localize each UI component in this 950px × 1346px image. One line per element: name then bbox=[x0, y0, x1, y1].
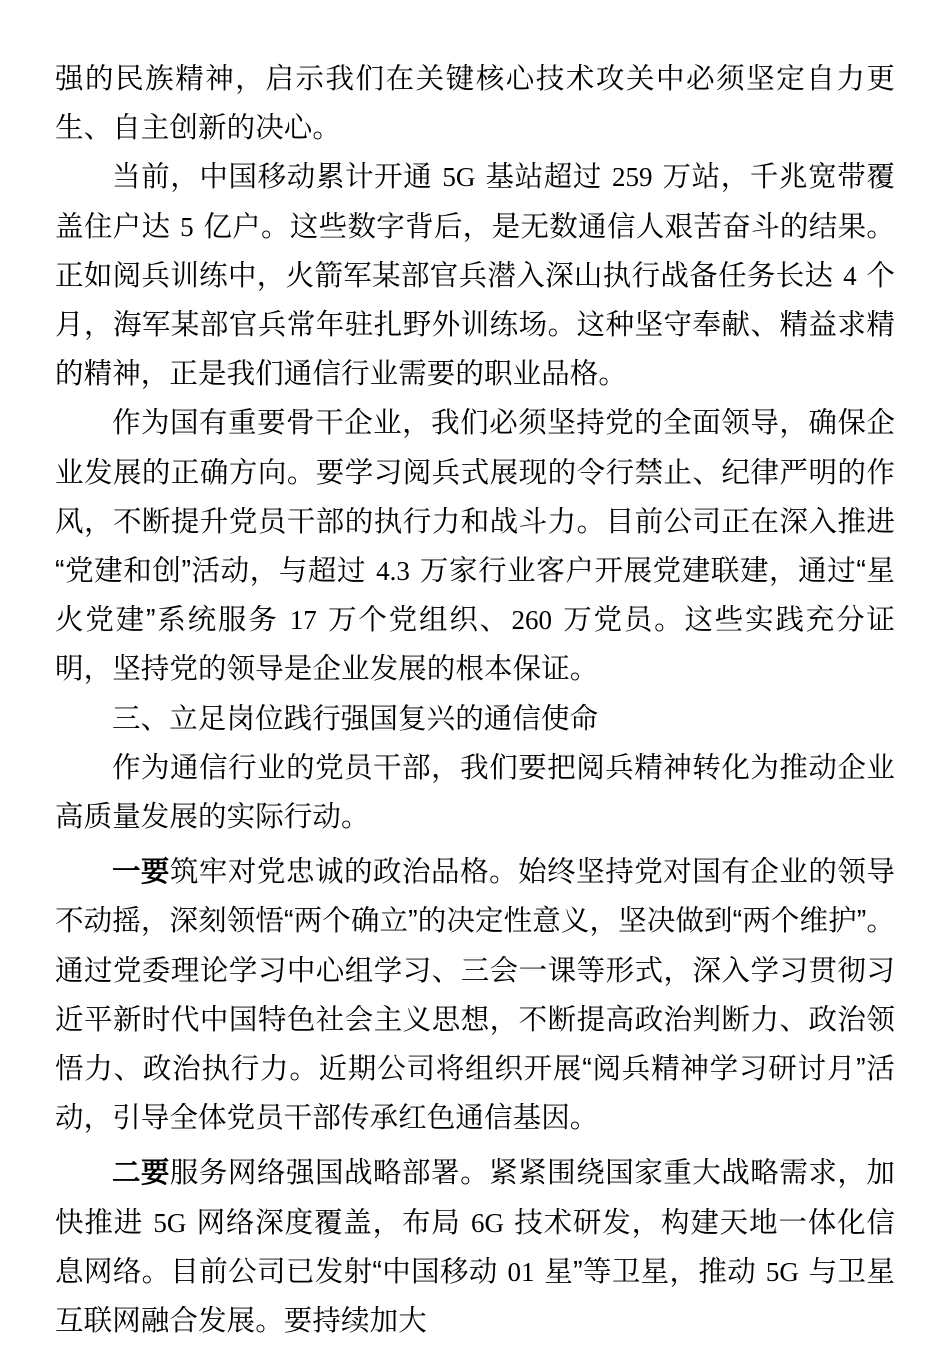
paragraph-text: 强的民族精神，启示我们在关键核心技术攻关中必须坚定自力更生、自主创新的决心。 bbox=[55, 63, 895, 145]
section-heading-three bbox=[55, 695, 895, 744]
metric-party-members: 260 bbox=[511, 605, 552, 636]
paragraph-party-leadership bbox=[55, 399, 895, 694]
paragraph-text: 筑牢对党忠诚的政治品格。始终坚持党对国有企业的领导不动摇，深刻领悟“两个确立”的决定性意义，坚决做到“两个维护”。通过党委理论学习中心组学习、三会一课等形式，深入学习贯彻习近平新时代中国特色社会主义思想，不断提高政治判断力、政治领悟力、政治执行力。近期公司将组织开展“阅兵精神学习研讨月”活动，引导全体党员干部传承红色通信基因。 bbox=[55, 856, 895, 1135]
paragraph-text: 作为通信行业的党员干部，我们要把阅兵精神转化为推动企业高质量发展的实际行动。 bbox=[55, 751, 895, 834]
satellite-designation: 01 bbox=[507, 1256, 535, 1287]
paragraph-text-c: 万站，千兆宽带覆盖住户达 bbox=[55, 161, 895, 243]
paragraph-text-b: 万家行业客户开展党建联建，通过“星火党建”系统服务 bbox=[55, 555, 896, 637]
metric-base-stations: 259 bbox=[611, 162, 653, 193]
metric-party-organizations: 17 bbox=[289, 605, 317, 636]
paragraph-text-d: 星”等卫星，推动 bbox=[535, 1255, 765, 1288]
metric-5g-label-2: 5G bbox=[153, 1207, 187, 1238]
paragraph-text-a: 当前，中国移动累计开通 bbox=[112, 161, 441, 194]
point-two-lead: 二要 bbox=[112, 1157, 170, 1190]
paragraph-current-status bbox=[55, 153, 895, 399]
metric-5g-label-3: 5G bbox=[765, 1256, 799, 1287]
paragraph-text-c: 技术研发，构建天地一体化信息网络。目前公司已发射“中国移动 bbox=[55, 1206, 895, 1288]
paragraph-text-b: 网络深度覆盖，布局 bbox=[187, 1206, 470, 1239]
metric-months: 4 bbox=[843, 260, 857, 291]
paragraph-text-b: 基站超过 bbox=[476, 161, 611, 194]
metric-5g-label-1: 5G bbox=[442, 162, 476, 193]
paragraph-text-e: 个月，海军某部官兵常年驻扎野外训练场。这种坚守奉献、精益求精的精神，正是我们通信行业需要的职业品格。 bbox=[55, 259, 895, 391]
point-one-lead: 一要 bbox=[112, 856, 170, 889]
document-body bbox=[55, 55, 895, 1346]
paragraph-point-one bbox=[55, 848, 895, 1143]
metric-enterprise-clients: 4.3 bbox=[376, 556, 410, 587]
paragraph-text-d: 亿户。这些数字背后，是无数通信人艰苦奋斗的结果。正如阅兵训练中，火箭军某部官兵潜入深山执行战备任务长达 bbox=[55, 210, 896, 292]
section-heading-text: 三、立足岗位践行强国复兴的通信使命 bbox=[112, 702, 599, 735]
paragraph-mission-intro bbox=[55, 744, 895, 842]
paragraph-point-two bbox=[55, 1149, 895, 1346]
paragraph-text-e: 与卫星互联网融合发展。要持续加大 bbox=[55, 1255, 895, 1338]
paragraph-continued bbox=[55, 55, 895, 153]
paragraph-text-d: 万党员。这些实践充分证明，坚持党的领导是企业发展的根本保证。 bbox=[55, 604, 896, 686]
metric-broadband-households: 5 bbox=[180, 211, 194, 242]
paragraph-text-c: 万个党组织、 bbox=[318, 604, 510, 637]
metric-6g-label: 6G bbox=[470, 1207, 504, 1238]
paragraph-text-a: 作为国有重要骨干企业，我们必须坚持党的全面领导，确保企业发展的正确方向。要学习阅兵式展现的令行禁止、纪律严明的作风，不断提升党员干部的执行力和战斗力。目前公司正在深入推进“党建和创”活动，与超过 bbox=[55, 407, 895, 588]
paragraph-text-a: 服务网络强国战略部署。紧紧围绕国家重大战略需求，加快推进 bbox=[55, 1157, 895, 1239]
